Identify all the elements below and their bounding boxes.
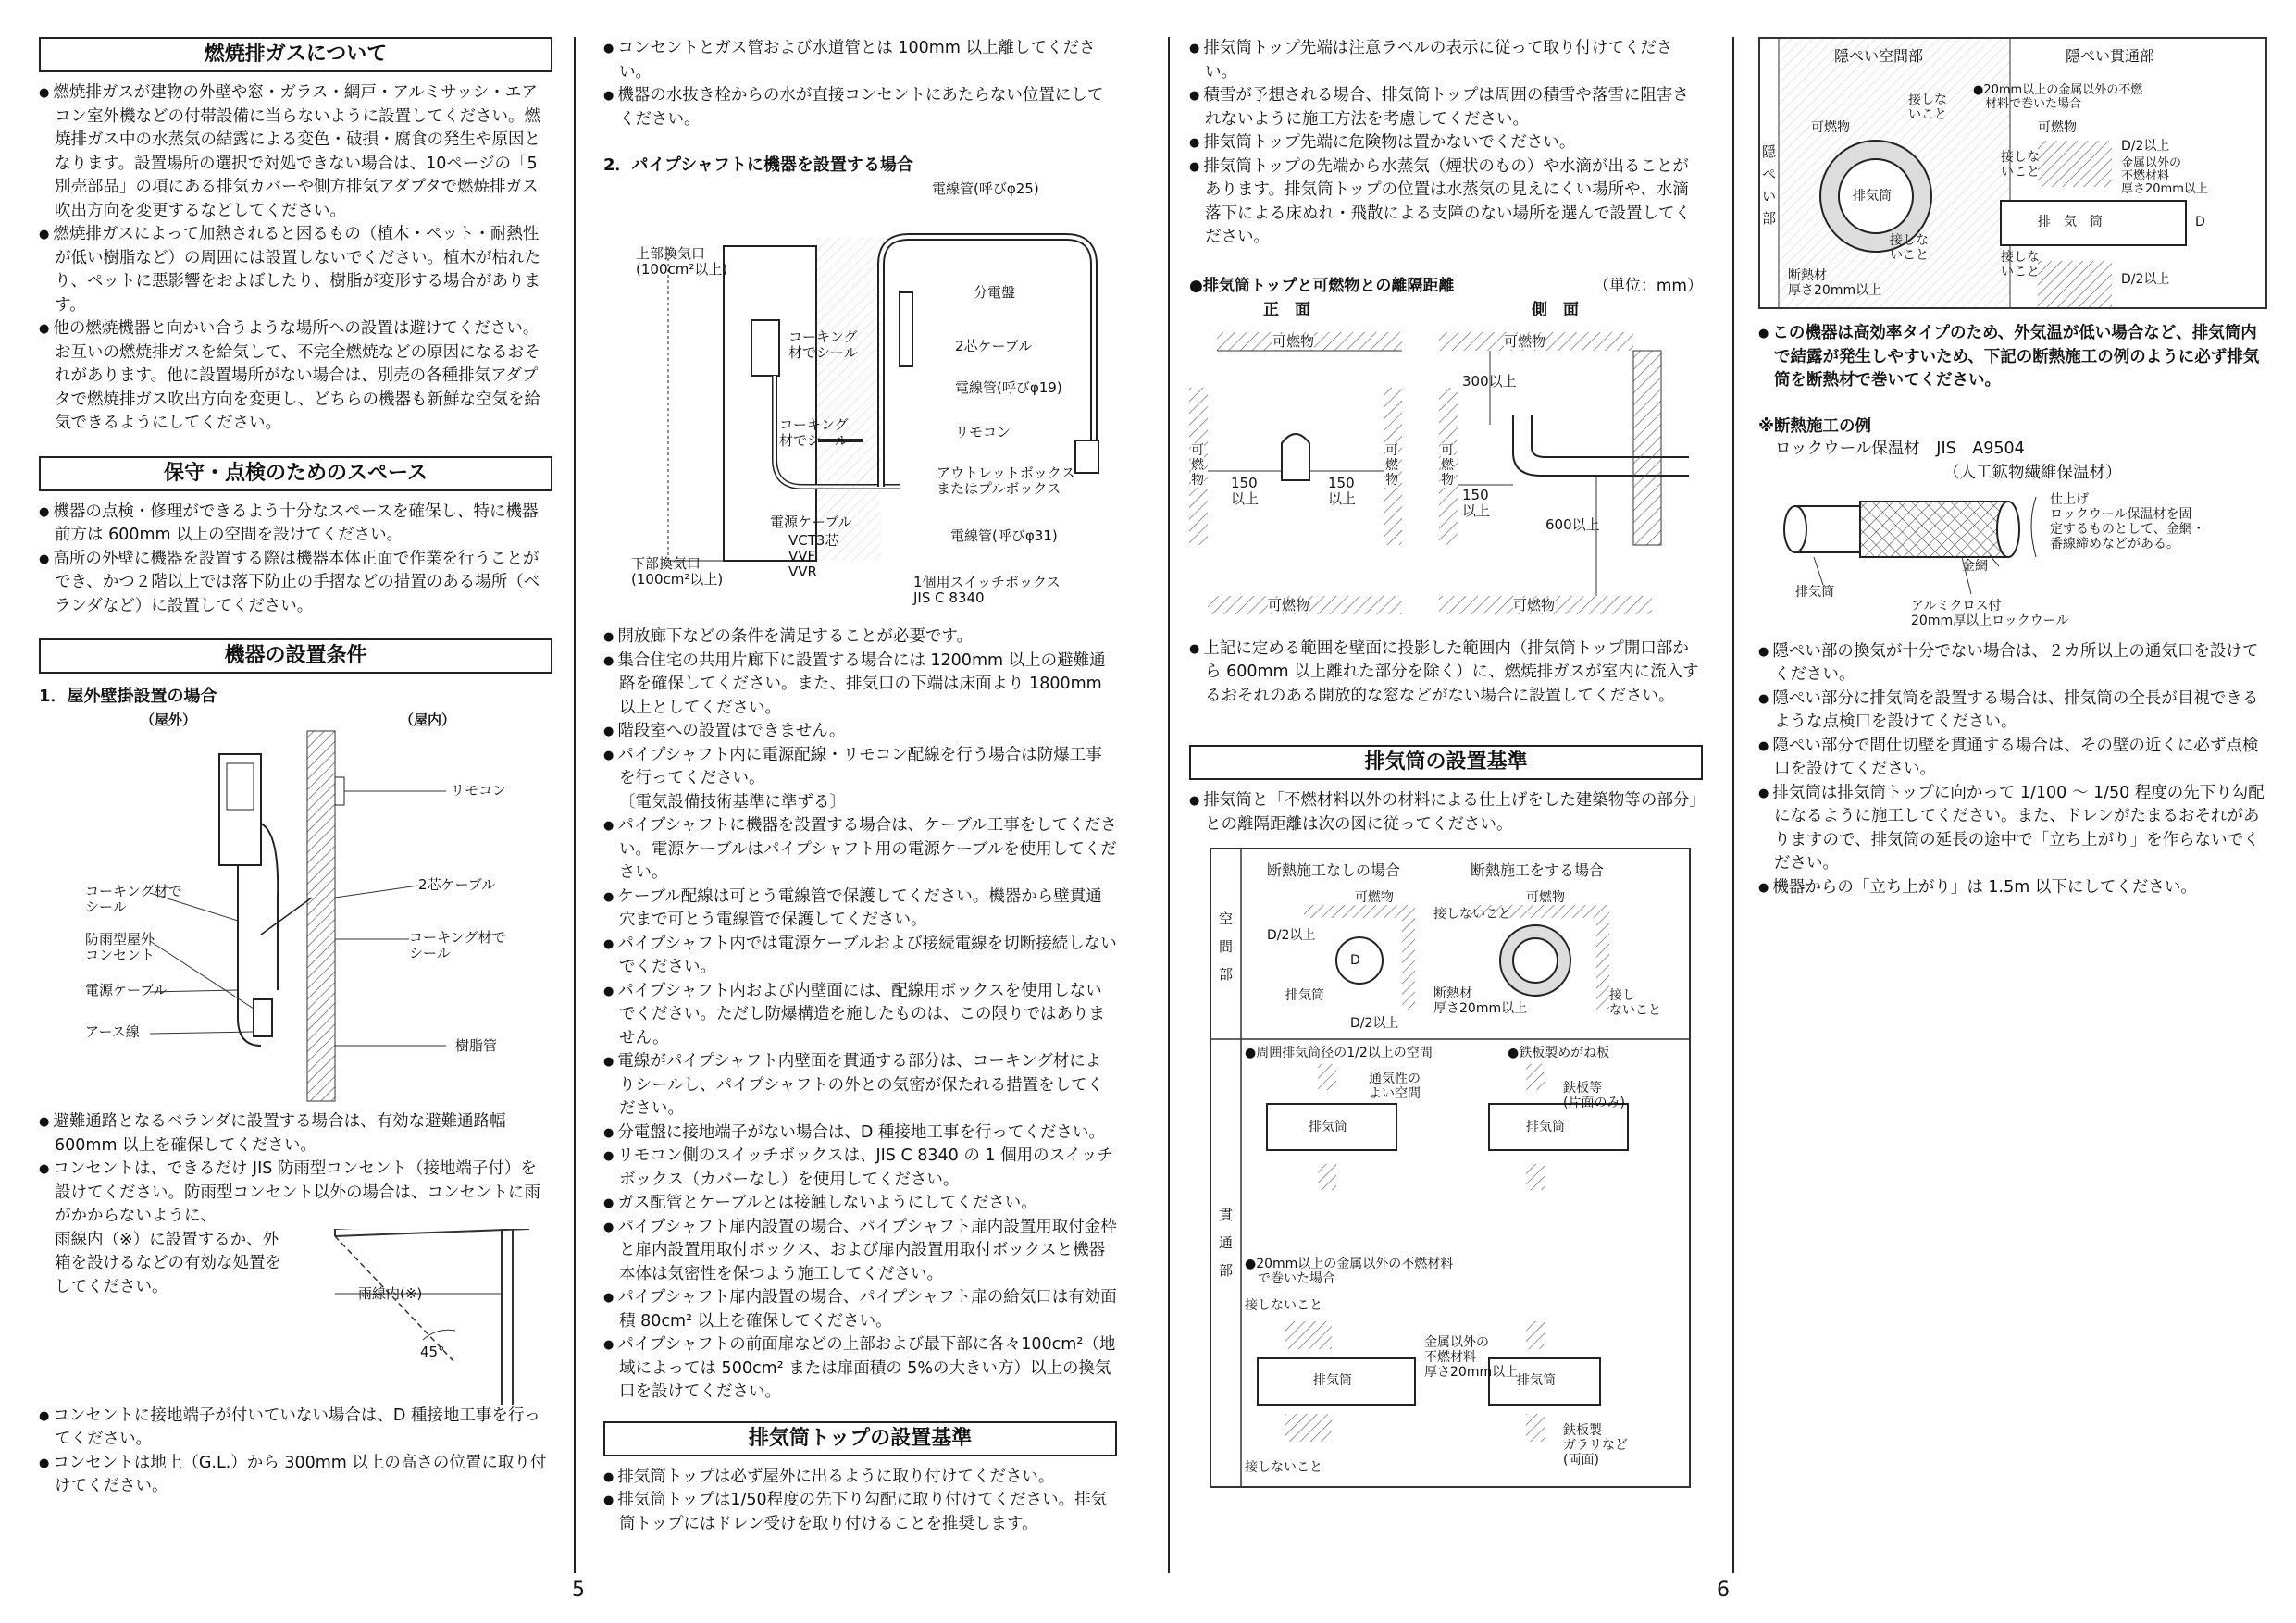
label-conduit-19: 電線管(呼びφ19): [955, 379, 1062, 396]
list-item: ● 分電盤に接地端子がない場合は、D 種接地工事を行ってください。: [603, 1121, 1117, 1146]
label-d2: D/2以上: [1267, 928, 1316, 943]
label-combustible: 可燃物: [2038, 120, 2077, 135]
label-power-cable: 電源ケーブル: [85, 982, 168, 998]
label-150: 150 以上: [1231, 474, 1260, 507]
label-no-touch: 接しないこと: [1245, 1460, 1322, 1475]
hidden-list: [1758, 640, 2267, 900]
list-item: ● コンセントは、できるだけ JIS 防雨型コンセント（接地端子付）を設けてください。防雨型コンセント以外の場合は、コンセントに雨がかからないように、: [39, 1158, 552, 1229]
label-angle: 45°: [420, 1343, 445, 1360]
label-side: 側 面: [1532, 300, 1579, 319]
label-indoor: （屋内）: [400, 712, 456, 728]
list-item: ● 排気筒トップは1/50程度の先下り勾配に取り付けてください。排気筒トップにはドレン受けを取り付けることを推奨します。: [603, 1489, 1117, 1536]
label-caulk-2: コーキング材で シール: [409, 929, 506, 961]
label-combustible: 可燃物: [1811, 120, 1850, 135]
label-combustible: 可燃物: [1272, 332, 1315, 350]
label-pipe: 排気筒: [1795, 584, 1834, 600]
label-conduit-31: 電線管(呼びφ31): [950, 527, 1058, 544]
label-caulk-a: コーキング 材でシール: [788, 328, 858, 361]
page-number-right: 6: [1717, 1579, 1730, 1602]
label-combustible: 可燃物: [1355, 890, 1394, 905]
pipe-list: [1189, 789, 1703, 836]
list-item: ● 電線がパイプシャフト内壁面を貫通する部分は、コーキング材によりシールし、パイプシャフトの外との気密が保たれる措置をしてください。: [603, 1050, 1117, 1121]
label-pipe: 排気筒: [1309, 1120, 1347, 1134]
list-item: ● 排気筒トップ先端は注意ラベルの表示に従って取り付けてください。: [1189, 37, 1703, 84]
label-pipe: 排気筒: [1526, 1120, 1565, 1134]
label-switch-box: 1個用スイッチボックス JIS C 8340: [913, 574, 1061, 606]
conditions-list-a: [39, 1110, 552, 1229]
list-item: ● 他の燃焼機器と向かい合うような場所への設置は避けてください。お互いの燃焼排ガスを給気して、不完全燃焼などの原因になるおそれがあります。他に設置場所がない場合は、別売の各種排気アダプタで燃焼排ガス吹出方向を変更し、どちらの機器も新鮮な空気を給気できるようにしてください。: [39, 317, 552, 436]
label-front: 正 面: [1263, 300, 1310, 319]
example-line-2: （人工鉱物繊維保温材）: [1943, 463, 2122, 482]
label-insulation: 断熱施工をする場合: [1471, 861, 1605, 879]
list-item: ● 燃焼排ガスが建物の外壁や窓・ガラス・網戸・アルミサッシ・エアコン室外機などの付帯設備に当らないように設置してください。燃焼排ガス中の水蒸気の結露による変色・破損・腐食の発生や原因となります。設置場所の選択で対処できない場合は、10ページの「5別売部品」の項にある排気カバーや側方排気アダプタで燃焼排ガス吹出方向を変更するなどしてください。: [39, 81, 552, 223]
label-d2: D/2以上: [2121, 272, 2170, 287]
label-outlet-box: アウトレットボックス またはプルボックス: [937, 465, 1075, 497]
label-2core-cable: 2芯ケーブル: [418, 876, 496, 893]
distance-title-row: [1189, 272, 1703, 295]
section-heading-pipe: 排気筒の設置基準: [1189, 745, 1703, 780]
list-item: ● リモコン側のスイッチボックスは、JIS C 8340 の 1 個用のスイッチボックス（カバーなし）を使用してください。: [603, 1145, 1117, 1192]
label-pipe-spaced: 排 気 筒: [2038, 215, 2103, 229]
label-nonmetal: 金属以外の 不燃材料 厚さ20mm以上: [1424, 1335, 1519, 1380]
section-heading-top: 排気筒トップの設置基準: [603, 1421, 1117, 1456]
hidden-section-figure: [1758, 37, 2267, 309]
label-wrap-note: ●20mm以上の金属以外の不燃 材料で巻いた場合: [1973, 83, 2143, 111]
clearance-drawing: [1211, 849, 1689, 1486]
top-list: [1189, 37, 1703, 250]
list-item: ● 階段室への設置はできません。: [603, 720, 1117, 744]
label-pipe: 排気筒: [1853, 189, 1892, 204]
exhaust-list: [39, 81, 552, 436]
label-combustible: 可燃物: [1504, 332, 1546, 350]
label-iron-plate: 鉄板等 (片面のみ): [1563, 1081, 1625, 1110]
label-hidden-vertical: 隠 ぺ い 部: [1762, 143, 1777, 227]
label-remote: リモコン: [955, 424, 1011, 440]
list-item: ● 隠ぺい部の換気が十分でない場合は、２カ所以上の通気口を設けてください。: [1758, 640, 2267, 688]
list-item: ● 機器の水抜き栓からの水が直接コンセントにあたらない位置にしてください。: [603, 84, 1117, 131]
label-caulk-b: コーキング 材でシール: [779, 416, 849, 449]
label-no-insulation: 断熱施工なしの場合: [1267, 861, 1401, 879]
subheading-pipe-shaft: 2．パイプシャフトに機器を設置する場合: [603, 155, 913, 175]
list-item: ● 排気筒は排気筒トップに向かって 1/100 ～ 1/50 程度の先下り勾配になるように施工してください。また、ドレンがたまるおそれがありますので、排気筒の延長の途中で「立ち上がり」を作らないでください。: [1758, 782, 2267, 876]
label-power-cable: 電源ケーブル: [770, 514, 852, 530]
list-item: ● パイプシャフト内および内壁面には、配線用ボックスを使用しないでください。ただし防爆構造を施したものは、この限りではありません。: [603, 980, 1117, 1051]
label-gap-note: ●周囲排気筒径の1/2以上の空間: [1245, 1046, 1433, 1060]
list-item: ● パイプシャフト扉内設置の場合、パイプシャフト扉内設置用取付金枠と扉内設置用取付ボックス、および扉内設置用取付ボックスと機器本体は気密性を保つよう施工してください。: [603, 1216, 1117, 1287]
label-150-side: 150 以上: [1462, 486, 1491, 519]
column-divider: [574, 37, 576, 1573]
wall-mount-figure: [39, 712, 552, 1110]
label-d: D: [2195, 215, 2205, 229]
distance-unit: （単位：mm）: [1593, 276, 1703, 295]
label-wire-mesh: 金網: [1962, 558, 1988, 574]
label-outdoor: （屋外）: [141, 712, 197, 728]
label-no-touch: 接しな いこと: [2001, 150, 2040, 180]
label-d2: D/2以上: [2121, 139, 2170, 154]
column-3: [1189, 37, 1703, 1488]
label-earth: アース線: [85, 1023, 140, 1040]
label-insulation: 断熱材 厚さ20mm以上: [1788, 268, 1882, 298]
warning-list: [1758, 322, 2267, 393]
label-600: 600以上: [1545, 515, 1600, 533]
label-combustible: 可燃物: [1526, 890, 1565, 905]
label-finish-note: 仕上げ ロックウール保温材を固 定するものとして、金網・ 番線締めなどがある。: [2050, 491, 2205, 551]
list-item: ● 上記に定める範囲を壁面に投影した範囲内（排気筒トップ開口部から 600mm 以上離れた部分を除く）に、燃焼排ガスが室内に流入するおそれのある開放的な窓などがない場合に設置してください。: [1189, 638, 1703, 709]
column-4: [1758, 37, 2267, 899]
list-item: ● 隠ぺい部分で間仕切壁を貫通する場合は、その壁の近くに必ず点検口を設けてください。: [1758, 735, 2267, 782]
list-item: ● 機器の点検・修理ができるよう十分なスペースを確保し、特に機器前方は 600mm 以上の空間を設けてください。: [39, 501, 552, 548]
distance-title: ●排気筒トップと可燃物との離隔距離: [1189, 276, 1455, 295]
label-conduit-25: 電線管(呼びφ25): [932, 180, 1039, 197]
label-no-touch: 接しな いこと: [2001, 250, 2040, 279]
list-item: ● 隠ぺい部分に排気筒を設置する場合は、排気筒の全長が目視できるような点検口を設けてください。: [1758, 688, 2267, 735]
label-space-section: 空 間 部: [1219, 911, 1234, 983]
section-heading-conditions: 機器の設置条件: [39, 638, 552, 674]
list-item: ● コンセントに接地端子が付いていない場合は、D 種接地工事を行ってください。: [39, 1405, 552, 1452]
list-item: ● 開放廊下などの条件を満足することが必要です。: [603, 626, 1117, 650]
label-caulk-1: コーキング材で シール: [85, 883, 182, 915]
top-standard-list: [603, 1466, 1117, 1537]
continued-text: 箱を設けるなどの有効な処置を: [55, 1254, 281, 1272]
label-combustible-vertical: 可 燃 物: [1385, 442, 1398, 488]
column-divider: [1732, 37, 1734, 1573]
column-1: [39, 37, 552, 1499]
rain-line-figure: [39, 1229, 552, 1405]
list-item: ● ガス配管とケーブルとは接触しないようにしてください。: [603, 1192, 1117, 1216]
pipe-shaft-figure: [603, 181, 1117, 626]
label-through-section: 貫 通 部: [1219, 1207, 1234, 1279]
list-item: ● 高所の外壁に機器を設置する際は機器本体正面で作業を行うことができ、かつ２階以上では落下防止の手摺などの措置のある場所（ベランダなど）に設置してください。: [39, 548, 552, 619]
label-no-touch: 接しないこと: [1245, 1298, 1322, 1313]
label-combustible: 可燃物: [1513, 596, 1556, 613]
label-outlet: 防雨型屋外 コンセント: [85, 931, 155, 963]
label-pipe: 排気筒: [1285, 988, 1324, 1003]
continued-text: 雨線内（※）に設置するか、外: [55, 1230, 279, 1249]
label-iron-gallery: 鉄板製 ガラリなど (両面): [1563, 1423, 1628, 1468]
list-item: ● 集合住宅の共用片廊下に設置する場合には 1200mm 以上の避難通路を確保してください。また、排気口の下端は床面より 1800mm 以上としてください。: [603, 650, 1117, 721]
label-hidden-space: 隠ぺい空間部: [1834, 47, 1924, 65]
label-nonmetal: 金属以外の 不燃材料 厚さ20mm以上: [2121, 156, 2208, 196]
list-item: ● パイプシャフトに機器を設置する場合は、ケーブル工事をしてください。電源ケーブルはパイプシャフト用の電源ケーブルを使用してください。: [603, 814, 1117, 886]
list-item: ● 積雪が予想される場合、排気筒トップは周囲の積雪や落雪に阻害されないように施工方法を考慮してください。: [1189, 84, 1703, 131]
list-item: ● 排気筒と「不燃材料以外の材料による仕上げをした建築物等の部分」との離隔距離は次の図に従ってください。: [1189, 789, 1703, 836]
label-pipe: 排気筒: [1517, 1373, 1556, 1388]
label-panel: 分電盤: [974, 284, 1016, 301]
list-note: 〔電気設備技術基準に準ずる〕: [619, 792, 846, 812]
list-item: ● コンセントとガス管および水道管とは 100mm 以上離してください。: [603, 37, 1117, 84]
label-remote: リモコン: [451, 782, 507, 799]
label-d: D: [1350, 953, 1360, 968]
example-title: ※断熱施工の例: [1758, 416, 1872, 436]
column-2: [603, 37, 1117, 1536]
list-item: ● パイプシャフト内では電源ケーブルおよび接続電線を切断接続しないでください。: [603, 933, 1117, 980]
label-aluminum-cloth: アルミクロス付 20mm厚以上ロックウール: [1911, 598, 2069, 628]
conditions-list-b: [39, 1405, 552, 1499]
clearance-figure: [1210, 848, 1691, 1488]
distance-list: [1189, 638, 1703, 709]
label-air-gap: 通気性の よい空間: [1369, 1072, 1421, 1101]
column-divider: [1168, 37, 1170, 1573]
label-no-touch-2: 接し ないこと: [1609, 988, 1661, 1018]
list-item: ● 機器からの「立ち上がり」は 1.5m 以下にしてください。: [1758, 876, 2267, 900]
outlet-list: [603, 37, 1117, 131]
list-item: ● 排気筒トップ先端に危険物は置かないでください。: [1189, 131, 1703, 155]
rain-line-drawing: [39, 1229, 552, 1405]
label-hidden-through: 隠ぺい貫通部: [2066, 47, 2155, 65]
list-item: ● コンセントは地上（G.L.）から 300mm 以上の高さの位置に取り付けてください。: [39, 1452, 552, 1499]
list-item: ● パイプシャフトの前面扉などの上部および最下部に各々100cm²（地域によっては 500cm² または扉面積の 5%の大きい方）以上の換気口を設けてください。: [603, 1333, 1117, 1405]
list-item: ● この機器は高効率タイプのため、外気温が低い場合など、排気筒内で結露が発生しやすいため、下記の断熱施工の例のように必ず排気筒を断熱材で巻いてください。: [1758, 322, 2267, 393]
list-item: ● 避難通路となるベランダに設置する場合は、有効な避難通路幅 600mm 以上を確保してください。: [39, 1110, 552, 1158]
label-2core-cable: 2芯ケーブル: [955, 338, 1033, 354]
subheading-wall-mount: 1．屋外壁掛設置の場合: [39, 687, 217, 706]
label-150: 150 以上: [1328, 474, 1357, 507]
example-line-1: ロックウール保温材 JIS A9504: [1775, 439, 2025, 458]
label-300: 300以上: [1462, 372, 1517, 390]
pipe-shaft-list: [603, 626, 1117, 1405]
insulation-example-figure: [1758, 492, 2267, 631]
list-item: ● 燃焼排ガスによって加熱されると困るもの（植木・ペット・耐熱性が低い樹脂など）の周囲には設置しないでください。植木が枯れたり、ペットに悪影響をおよぼしたり、樹脂が変形する場合があります。: [39, 223, 552, 317]
label-d2: D/2以上: [1350, 1016, 1399, 1031]
label-rain-line: 雨線内(※): [358, 1284, 423, 1302]
section-heading-space: 保守・点検のためのスペース: [39, 456, 552, 491]
list-item: ● ケーブル配線は可とう電線管で保護してください。機器から壁貫通穴まで可とう電線管で保護してください。: [603, 886, 1117, 933]
label-combustible-vertical: 可 燃 物: [1441, 442, 1454, 488]
distance-figure: [1189, 295, 1703, 638]
space-list: [39, 501, 552, 619]
label-combustible-vertical: 可 燃 物: [1191, 442, 1204, 488]
label-lower-vent: 下部換気口 (100cm²以上): [631, 555, 724, 588]
list-item: ● パイプシャフト扉内設置の場合、パイプシャフト扉の給気口は有効面積 80cm² 以上を確保してください。: [603, 1286, 1117, 1333]
label-wrap-note: ●20mm以上の金属以外の不燃材料 で巻いた場合: [1245, 1257, 1454, 1286]
label-iron-note: ●鉄板製めがね板: [1508, 1046, 1610, 1060]
label-cable-types: VCT3芯 VVF VVR: [788, 532, 839, 580]
label-insulation-material: 断熱材 厚さ20mm以上: [1433, 986, 1528, 1016]
label-resin-pipe: 樹脂管: [455, 1037, 498, 1054]
page-number-left: 5: [572, 1579, 585, 1602]
list-item: ● 排気筒トップは必ず屋外に出るように取り付けてください。: [603, 1466, 1117, 1490]
list-item: ● パイプシャフト内に電源配線・リモコン配線を行う場合は防爆工事を行ってください。: [603, 744, 1117, 791]
label-combustible: 可燃物: [1268, 596, 1310, 613]
label-pipe: 排気筒: [1313, 1373, 1352, 1388]
label-upper-vent: 上部換気口 (100cm²以上): [636, 245, 728, 278]
label-no-touch: 接しないこと: [1433, 907, 1511, 922]
label-no-touch: 接しな いこと: [1908, 93, 1947, 122]
continued-text: してください。: [55, 1277, 168, 1296]
section-heading-exhaust: 燃焼排ガスについて: [39, 37, 552, 72]
label-no-touch: 接しな いこと: [1890, 233, 1929, 263]
list-item: ● 排気筒トップの先端から水蒸気（煙状のもの）や水滴が出ることがあります。排気筒トップの位置は水蒸気の見えにくい場所や、水滴落下による床ぬれ・飛散による支障のない場所を選んで設置してください。: [1189, 155, 1703, 250]
